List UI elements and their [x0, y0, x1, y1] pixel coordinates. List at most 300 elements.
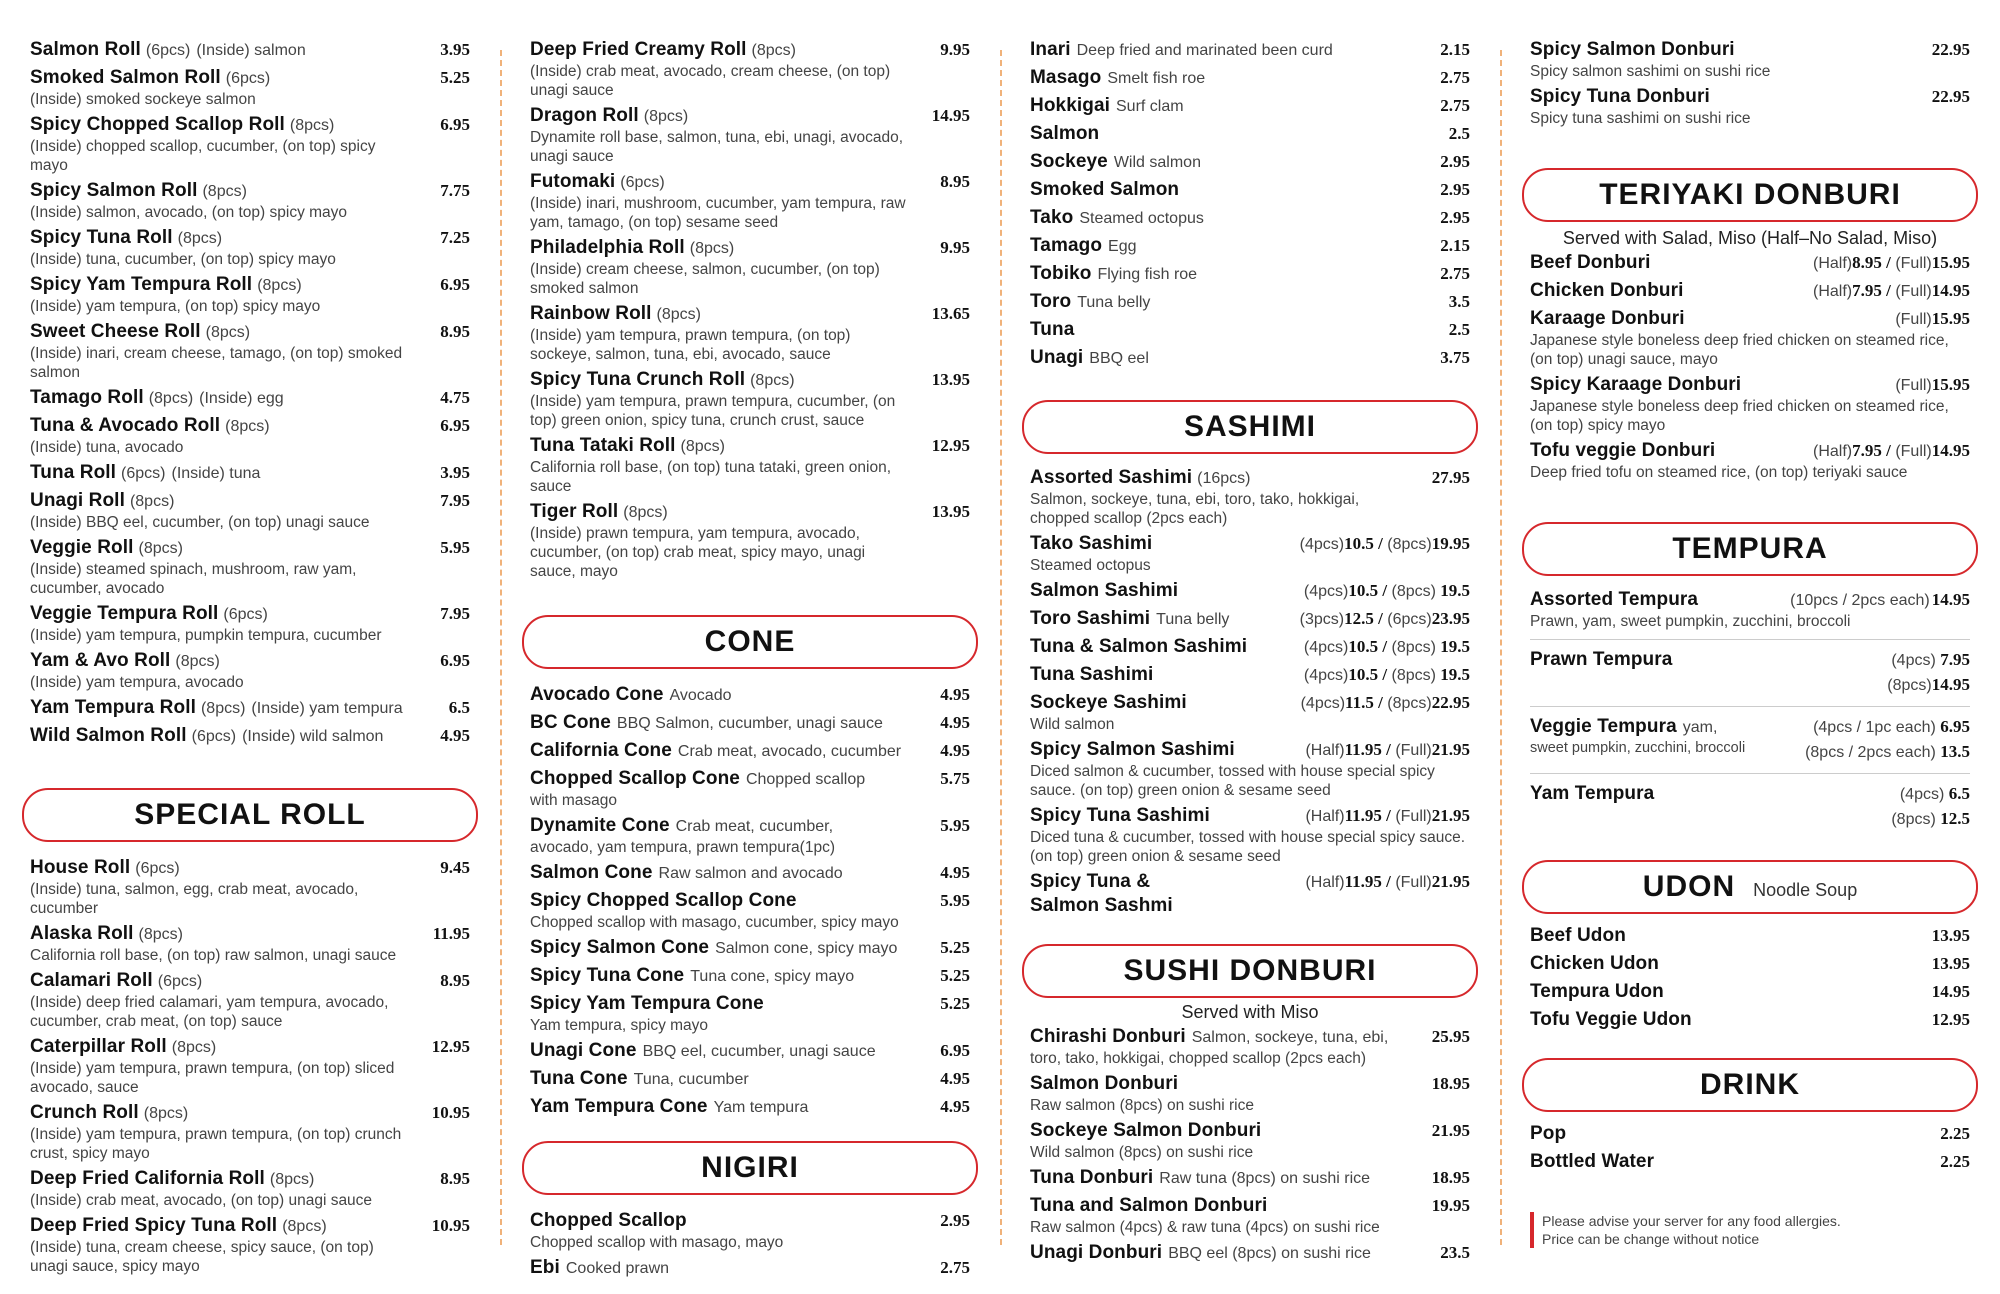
special-roll-list: [530, 38, 970, 581]
item-row: [1030, 346, 1412, 370]
item-row: [1030, 290, 1412, 314]
item-price: 2.95: [1440, 152, 1470, 171]
item-price: 5.95: [940, 891, 970, 910]
item-name: Sockeye: [1030, 151, 1108, 172]
item-name: Tamago: [1030, 235, 1103, 256]
item-row: [1030, 318, 1412, 342]
item-name: Assorted Tempura: [1530, 589, 1699, 610]
menu-item: [30, 38, 470, 62]
item-name: Tako: [1030, 207, 1074, 228]
menu-item: [30, 922, 470, 965]
item-price: 15.95: [1931, 253, 1970, 272]
item-size-prices: [1305, 804, 1470, 829]
item-size-prices: [1305, 738, 1470, 763]
item-size: (8pcs): [1891, 811, 1936, 828]
item-price: 4.95: [940, 1097, 970, 1116]
section-title: TEMPURA: [1672, 532, 1828, 565]
menu-column-1: [30, 38, 470, 1275]
item-description: California roll base, (on top) tuna tataki, green onion, sauce: [530, 459, 892, 495]
item-price: 2.95: [1440, 208, 1470, 227]
item-description: (Inside) yam tempura, prawn tempura, (on top) sliced avocado, sauce: [30, 1060, 395, 1096]
item-row: [30, 66, 412, 90]
item-name: Tako Sashimi: [1030, 533, 1153, 554]
item-price: 4.95: [440, 726, 470, 745]
item-size-prices: [1304, 579, 1470, 604]
menu-item: [30, 66, 470, 109]
tempura-list: [1530, 588, 1970, 832]
section-title: CONE: [704, 625, 796, 658]
item-row: [30, 724, 412, 748]
item-name: Spicy Tuna Cone: [530, 965, 685, 986]
item-row: [1030, 1241, 1412, 1265]
item-price: 2.5: [1448, 124, 1470, 143]
menu-item: [1030, 178, 1470, 202]
special-roll-header: [22, 788, 478, 842]
item-price: 21.95: [1431, 806, 1470, 825]
item-row: [530, 1209, 912, 1233]
item-description: Dynamite roll base, salmon, tuna, ebi, unagi, avocado, unagi sauce: [530, 129, 904, 165]
menu-item: [530, 302, 970, 364]
item-name: Yam Tempura Cone: [530, 1096, 708, 1117]
item-description: Raw salmon (4pcs) & raw tuna (4pcs) on sushi rice: [1030, 1219, 1380, 1236]
menu-item: [530, 814, 970, 857]
item-inline-desc: Tuna belly: [1156, 611, 1230, 628]
menu-item: [30, 461, 470, 485]
item-description: toro, tako, hokkigai, chopped scallop (2pcs each): [1030, 1050, 1367, 1067]
item-size: (Half): [1305, 742, 1345, 759]
item-name: Yam Tempura: [1530, 783, 1655, 804]
item-description: Chopped scallop with masago, mayo: [530, 1234, 784, 1251]
item-price: 22.95: [1931, 40, 1970, 59]
item-name: Ebi: [530, 1257, 560, 1278]
item-price: 6.95: [440, 275, 470, 294]
menu-column-3: [1030, 38, 1470, 1264]
item-size-prices: [1304, 663, 1470, 688]
item-name: Spicy Salmon Sashimi: [1030, 739, 1235, 760]
menu-item: [1530, 439, 1970, 482]
item-size: (8pcs): [1391, 583, 1436, 600]
item-row: [530, 861, 912, 885]
item-name: Spicy Chopped Scallop Cone: [530, 890, 797, 911]
item-description: (Inside) yam tempura, prawn tempura, (on top) sockeye, salmon, tuna, ebi, avocado, sauce: [530, 327, 851, 363]
item-price: 25.95: [1431, 1027, 1470, 1046]
item-row: [530, 500, 912, 524]
item-row: [530, 814, 912, 838]
item-price: 4.95: [940, 713, 970, 732]
item-inline-desc: Crab meat, avocado, cucumber: [677, 743, 902, 760]
item-price: 4.75: [440, 388, 470, 407]
item-description: (Inside) tuna, cream cheese, spicy sauce, (on top) unagi sauce, spicy mayo: [30, 1239, 374, 1275]
item-price: 4.95: [940, 741, 970, 760]
menu-item: [1030, 532, 1470, 575]
item-price: 4.95: [940, 1069, 970, 1088]
item-name: Yam & Avo Roll: [30, 650, 171, 671]
item-description: (Inside) yam tempura, prawn tempura, cucumber, (on top) green onion, spicy tuna, crunch crust, sauce: [530, 393, 896, 429]
menu-item: [1030, 1072, 1470, 1115]
item-inline-desc: Tuna belly: [1077, 294, 1151, 311]
item-size: (4pcs): [1899, 786, 1945, 803]
item-row: [30, 273, 412, 297]
item-description: Diced salmon & cucumber, tossed with house special spicy sauce. (on top) green onion & sesame seed: [1030, 763, 1435, 799]
item-name: Philadelphia Roll: [530, 237, 685, 258]
item-size: (4pcs / 1pc each): [1813, 719, 1936, 736]
item-name: Spicy Salmon Cone: [530, 937, 710, 958]
item-name: Salmon Donburi: [1030, 1073, 1179, 1094]
menu-item: [530, 711, 970, 735]
item-row: [30, 113, 412, 137]
item-row: [1030, 122, 1412, 146]
item-row: [530, 1095, 912, 1119]
item-quantity: (6pcs): [145, 42, 191, 59]
item-description: Deep fried tofu on steamed rice, (on top) teriyaki sauce: [1530, 464, 1908, 481]
item-price: 2.75: [940, 1258, 970, 1277]
item-name: Wild Salmon Roll: [30, 725, 187, 746]
item-price: 7.95 /: [1852, 441, 1891, 460]
item-price: 7.95: [1940, 650, 1970, 669]
item-row: [30, 696, 412, 720]
item-name: Unagi Donburi: [1030, 1242, 1163, 1263]
menu-item: [1030, 870, 1470, 918]
item-price: 10.5 /: [1348, 665, 1388, 684]
item-price: 19.5: [1436, 637, 1470, 656]
menu-item: [1530, 38, 1970, 81]
item-description: (Inside) inari, cream cheese, tamago, (on top) smoked salmon: [30, 345, 403, 381]
item-row: [30, 179, 412, 203]
sushi-donburi-header: [1022, 944, 1478, 998]
item-quantity: (8pcs): [138, 926, 183, 943]
item-description: Japanese style boneless deep fried chicken on steamed rice, (on top) unagi sauce, mayo: [1530, 332, 1949, 368]
item-price: 11.5 /: [1345, 693, 1383, 712]
item-name: Unagi Roll: [30, 490, 125, 511]
item-row: [530, 889, 912, 913]
sushi-donburi-list: [1030, 1025, 1470, 1265]
item-row: [30, 1214, 412, 1238]
nigiri-header: [522, 1141, 978, 1195]
column-divider: [1000, 50, 1002, 1245]
item-price: 13.95: [931, 502, 970, 521]
item-name: Toro Sashimi: [1030, 608, 1151, 629]
item-row: [1030, 262, 1412, 286]
menu-item: [30, 1167, 470, 1210]
item-price: 19.95: [1431, 1196, 1470, 1215]
divider-line: [1530, 639, 1970, 640]
menu-column-4: [1530, 38, 1970, 1264]
item-description: (Inside) salmon, avocado, (on top) spicy mayo: [30, 204, 348, 221]
menu-item: [530, 500, 970, 581]
item-size: (8pcs): [1387, 536, 1432, 553]
column-divider: [1500, 50, 1502, 1245]
item-description: (Inside) inari, mushroom, cucumber, yam tempura, raw yam, tamago, (on top) sesame seed: [530, 195, 906, 231]
roll-list: [30, 38, 470, 748]
item-size: (Half): [1305, 874, 1345, 891]
item-price: 14.95: [1931, 675, 1970, 694]
item-row: [1530, 1122, 1912, 1146]
item-description: (Inside) chopped scallop, cucumber, (on top) spicy mayo: [30, 138, 376, 174]
item-row: [1530, 980, 1912, 1004]
item-inline-desc: Egg: [1108, 238, 1137, 255]
item-quantity: (8pcs): [282, 1218, 327, 1235]
menu-item: [30, 179, 470, 222]
drink-header: [1522, 1058, 1978, 1112]
item-name: Spicy Yam Tempura Roll: [30, 274, 253, 295]
item-price: 8.95: [440, 1169, 470, 1188]
item-name: Tuna: [1030, 319, 1075, 340]
item-quantity: (8pcs): [289, 117, 335, 134]
item-row: [530, 711, 912, 735]
item-quantity: (8pcs): [200, 700, 246, 717]
item-quantity: (6pcs): [223, 606, 268, 623]
menu-item: [1530, 307, 1970, 369]
item-price: 4.95: [940, 685, 970, 704]
item-row: [530, 739, 912, 763]
menu-item: [30, 386, 470, 410]
item-name: Deep Fried Creamy Roll: [530, 39, 747, 60]
item-name: Spicy Tuna Sashimi: [1030, 805, 1210, 826]
menu-item: [30, 649, 470, 692]
item-price: 23.95: [1431, 609, 1470, 628]
item-inline-desc: Surf clam: [1116, 98, 1184, 115]
item-inline-desc: (Inside) wild salmon: [242, 728, 384, 745]
item-name: Tuna & Salmon Sashimi: [1030, 636, 1248, 657]
item-price: 5.25: [940, 994, 970, 1013]
item-name: Beef Udon: [1530, 925, 1626, 946]
item-price: 10.95: [431, 1103, 470, 1122]
menu-item: [1530, 1150, 1970, 1174]
menu-item: [1530, 715, 1970, 765]
item-inline-desc: Steamed octopus: [1079, 210, 1204, 227]
item-name: Spicy Karaage Donburi: [1530, 374, 1742, 395]
item-row: [530, 368, 912, 392]
menu-item: [1030, 1241, 1470, 1265]
item-price: 2.95: [940, 1211, 970, 1230]
item-price: 10.5 /: [1348, 637, 1388, 656]
item-price: 6.5: [448, 698, 470, 717]
menu-item: [1030, 122, 1470, 146]
item-row: [30, 320, 412, 344]
item-price: 2.75: [1440, 68, 1470, 87]
item-name: Chicken Donburi: [1530, 280, 1684, 301]
menu-item: [30, 724, 470, 748]
menu-item: [30, 536, 470, 598]
item-price: 6.5: [1948, 784, 1970, 803]
item-size: (Half): [1813, 255, 1853, 272]
item-description: (Inside) cream cheese, salmon, cucumber, (on top) smoked salmon: [530, 261, 880, 297]
item-description: with masago: [530, 792, 618, 809]
item-row: [530, 1039, 912, 1063]
item-price: 3.5: [1448, 292, 1470, 311]
item-name: Alaska Roll: [30, 923, 134, 944]
item-inline-desc: Salmon, sockeye, tuna, ebi,: [1191, 1029, 1389, 1046]
item-price: 13.95: [931, 370, 970, 389]
item-price: 12.95: [431, 1037, 470, 1056]
item-quantity: (8pcs): [225, 418, 270, 435]
section-title: TERIYAKI DONBURI: [1599, 178, 1901, 211]
item-price: 7.25: [440, 228, 470, 247]
teriyaki-donburi-header: [1522, 168, 1978, 222]
item-name: Crunch Roll: [30, 1102, 139, 1123]
section-note: Served with Salad, Miso (Half–No Salad, Miso): [1562, 228, 1938, 248]
menu-column-2: [530, 38, 970, 1278]
item-row: [30, 38, 412, 62]
item-price: 18.95: [1431, 1168, 1470, 1187]
item-row: [530, 767, 912, 791]
item-size: (4pcs): [1891, 652, 1936, 669]
sushi-donburi-list: [1530, 38, 1970, 128]
item-inline-desc: Raw tuna (8pcs) on sushi rice: [1159, 1170, 1371, 1187]
item-quantity: (8pcs): [269, 1171, 315, 1188]
price-notice-line: Price can be change without notice: [1542, 1231, 1760, 1247]
menu-item: [530, 104, 970, 166]
menu-item: [530, 1095, 970, 1119]
item-name: Tuna and Salmon Donburi: [1030, 1195, 1268, 1216]
menu-item: [1530, 1122, 1970, 1146]
item-name: Beef Donburi: [1530, 252, 1651, 273]
allergy-notice: [1530, 1212, 1841, 1248]
item-name: Masago: [1030, 67, 1102, 88]
item-inline-desc: Deep fried and marinated been curd: [1076, 42, 1333, 59]
item-name: Tamago Roll: [30, 387, 144, 408]
item-price: 8.95 /: [1852, 253, 1891, 272]
item-price: 8.95: [440, 322, 470, 341]
item-row: [1530, 952, 1912, 976]
item-price: 22.95: [1431, 693, 1470, 712]
item-row: [1030, 234, 1412, 258]
item-name: Spicy Chopped Scallop Roll: [30, 114, 285, 135]
item-description: Chopped scallop with masago, cucumber, spicy mayo: [530, 914, 899, 931]
section-title: NIGIRI: [701, 1151, 799, 1184]
menu-item: [530, 38, 970, 100]
item-price: 13.95: [1931, 926, 1970, 945]
item-row: [30, 649, 412, 673]
menu-item: [530, 992, 970, 1035]
drink-list: [1530, 1122, 1970, 1174]
item-size-prices: [1813, 439, 1970, 464]
item-size: (Full): [1395, 808, 1432, 825]
item-name: Salmon: [1030, 123, 1100, 144]
menu-item: [530, 434, 970, 496]
menu-item: [530, 170, 970, 232]
item-price: 21.95: [1431, 740, 1470, 759]
item-name: Tiger Roll: [530, 501, 619, 522]
item-price: 18.95: [1431, 1074, 1470, 1093]
item-description: (Inside) tuna, salmon, egg, crab meat, avocado, cucumber: [30, 881, 359, 917]
item-description: (Inside) yam tempura, avocado: [30, 674, 244, 691]
item-price: 4.95: [940, 863, 970, 882]
item-name: Spicy Tuna Donburi: [1530, 86, 1710, 107]
item-size: (4pcs): [1299, 536, 1345, 553]
item-name: Spicy Salmon Roll: [30, 180, 198, 201]
item-description: (Inside) tuna, avocado: [30, 439, 184, 456]
menu-item: [530, 739, 970, 763]
item-name: Unagi Cone: [530, 1040, 637, 1061]
menu-item: [1030, 234, 1470, 258]
item-description: California roll base, (on top) raw salmon, unagi sauce: [30, 947, 397, 964]
item-row: [1030, 206, 1412, 230]
allergy-line: Please advise your server for any food allergies.: [1542, 1213, 1841, 1229]
item-description: (Inside) yam tempura, prawn tempura, (on top) crunch crust, spicy mayo: [30, 1126, 402, 1162]
menu-item: [530, 936, 970, 960]
item-name: Spicy Salmon Donburi: [1530, 39, 1735, 60]
menu-item: [530, 964, 970, 988]
item-size-prices: [1813, 279, 1970, 304]
item-quantity: (8pcs): [175, 653, 220, 670]
item-price: 6.95: [1940, 717, 1970, 736]
item-price: 10.95: [431, 1216, 470, 1235]
sashimi-list: [1030, 466, 1470, 918]
item-quantity: (6pcs): [157, 973, 203, 990]
item-price: 14.95: [1931, 441, 1970, 460]
item-size-prices: [1301, 691, 1470, 716]
menu-item: [530, 1209, 970, 1252]
item-size: (Full): [1895, 255, 1932, 272]
item-quantity: (6pcs): [135, 860, 180, 877]
item-inline-desc: (Inside) tuna: [171, 465, 261, 482]
menu-item: [1030, 346, 1470, 370]
item-name: Spicy Tuna &: [1030, 871, 1151, 892]
item-size-prices: [1304, 635, 1470, 660]
nigiri-list: [1030, 38, 1470, 370]
item-row: [530, 964, 912, 988]
item-size-prices: [1300, 532, 1470, 557]
column-divider: [500, 50, 502, 1245]
item-description: (Inside) crab meat, avocado, cream cheese, (on top) unagi sauce: [530, 63, 891, 99]
menu-item: [530, 767, 970, 810]
item-row: [30, 602, 412, 626]
item-price: 2.25: [1940, 1124, 1970, 1143]
menu-item: [1530, 588, 1970, 631]
item-quantity: (8pcs): [148, 390, 194, 407]
item-price: 13.65: [931, 304, 970, 323]
item-name: Chopped Scallop Cone: [530, 768, 740, 789]
menu-item: [530, 236, 970, 298]
item-inline-desc: Chopped scallop: [745, 771, 866, 788]
item-name: Assorted Sashimi: [1030, 467, 1193, 488]
item-price: 5.25: [440, 68, 470, 87]
item-name: Hokkigai: [1030, 95, 1110, 116]
item-description: (Inside) tuna, cucumber, (on top) spicy mayo: [30, 251, 336, 268]
item-description: Wild salmon (8pcs) on sushi rice: [1030, 1144, 1254, 1161]
item-price: 11.95 /: [1344, 740, 1391, 759]
item-price: 2.15: [1440, 40, 1470, 59]
menu-item: [30, 489, 470, 532]
item-name: Tuna Sashimi: [1030, 664, 1154, 685]
item-name: Sweet Cheese Roll: [30, 321, 201, 342]
item-price: 19.95: [1431, 534, 1470, 553]
tempura-header: [1522, 522, 1978, 576]
item-inline-desc: Crab meat, cucumber,: [675, 818, 834, 835]
item-size: (4pcs): [1303, 667, 1349, 684]
item-name: BC Cone: [530, 712, 611, 733]
menu-item: [30, 969, 470, 1031]
item-description: (Inside) prawn tempura, yam tempura, avocado, cucumber, (on top) crab meat, spicy mayo, unagi sauce, mayo: [530, 525, 866, 580]
item-name: Yam Tempura Roll: [30, 697, 196, 718]
item-name: Chirashi Donburi: [1030, 1026, 1186, 1047]
item-description: (Inside) steamed spinach, mushroom, raw yam, cucumber, avocado: [30, 561, 357, 597]
item-inline-desc: BBQ Salmon, cucumber, unagi sauce: [616, 715, 883, 732]
item-size: (Full): [1895, 377, 1932, 394]
item-price: 5.95: [940, 816, 970, 835]
menu-item: [530, 368, 970, 430]
item-name: Spicy Yam Tempura Cone: [530, 993, 764, 1014]
item-size-prices: [1305, 870, 1470, 895]
menu-item: [530, 1256, 970, 1280]
item-description: Steamed octopus: [1030, 557, 1151, 574]
item-row: [1530, 1008, 1912, 1032]
item-quantity: (8pcs): [143, 1105, 189, 1122]
item-inline-desc: Tuna, cucumber: [633, 1071, 749, 1088]
item-quantity: (8pcs): [643, 108, 689, 125]
menu-item: [1530, 279, 1970, 303]
